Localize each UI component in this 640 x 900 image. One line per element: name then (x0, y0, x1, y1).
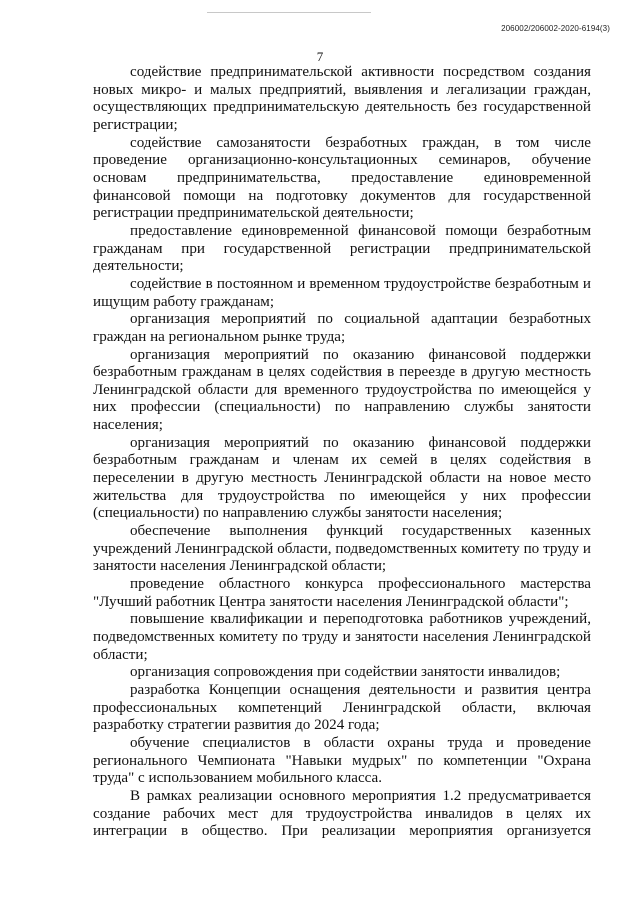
paragraph: обучение специалистов в области охраны труда и проведение регионального Чемпионата "Навыки мудрых" по компетенции "Охрана труда" с использованием мобильного класса. (93, 734, 591, 787)
document-body (93, 64, 591, 841)
paragraph: содействие в постоянном и временном трудоустройстве безработным и ищущим работу гражданам; (93, 275, 591, 310)
header-rule (207, 12, 371, 13)
paragraph: проведение областного конкурса профессионального мастерства "Лучший работник Центра занятости населения Ленинградской области"; (93, 576, 591, 610)
paragraph: обеспечение выполнения функций государственных казенных учреждений Ленинградской области, подведомственных комитету по труду и занятости населения Ленинградской области; (93, 523, 591, 575)
paragraph: содействие самозанятости безработных граждан, в том числе проведение организационно-консультационных семинаров, обучение основам предпринимательства, предоставление единовременной финансовой помощи на подготовку документов для государственной регистрации предпринимательской деятельности; (93, 134, 591, 222)
paragraph: разработка Концепции оснащения деятельности и развития центра профессиональных компетенций Ленинградской области, включая разработку стратегии развития до 2024 года; (93, 681, 591, 734)
paragraph: предоставление единовременной финансовой помощи безработным гражданам при государственной регистрации предпринимательской деятельности; (93, 222, 591, 275)
paragraph: организация сопровождения при содействии занятости инвалидов; (130, 664, 561, 681)
paragraph: повышение квалификации и переподготовка работников учреждений, подведомственных комитету по труду и занятости населения Ленинградской области; (93, 611, 591, 663)
paragraph: организация мероприятий по оказанию финансовой поддержки безработным гражданам в целях содействия в переезде в другую местность Ленинградской области для временного трудоустройства по имеющейся у них профессии (специальности) по направлению службы занятости населения; (93, 346, 591, 434)
paragraph: содействие предпринимательской активности посредством создания новых микро- и малых предприятий, выявления и легализации граждан, осуществляющих предпринимательскую деятельность без государственной регистрации; (93, 64, 591, 133)
page-number: 7 (316, 49, 324, 64)
paragraph: организация мероприятий по оказанию финансовой поддержки безработным гражданам и членам их семей в целях содействия в переселении в другую местность Ленинградской области на новое место жительства для трудоустройства по имеющейся у них профессии (специальности) по направлению службы занятости населения; (93, 434, 591, 522)
document-id: 206002/206002-2020-6194(3) (501, 24, 610, 33)
paragraph: В рамках реализации основного мероприятия 1.2 предусматривается создание рабочих мест для трудоустройства инвалидов в целях их интеграции в общество. При реализации мероприятия организуется (93, 787, 591, 840)
paragraph: организация мероприятий по социальной адаптации безработных граждан на региональном рынке труда; (93, 311, 591, 345)
